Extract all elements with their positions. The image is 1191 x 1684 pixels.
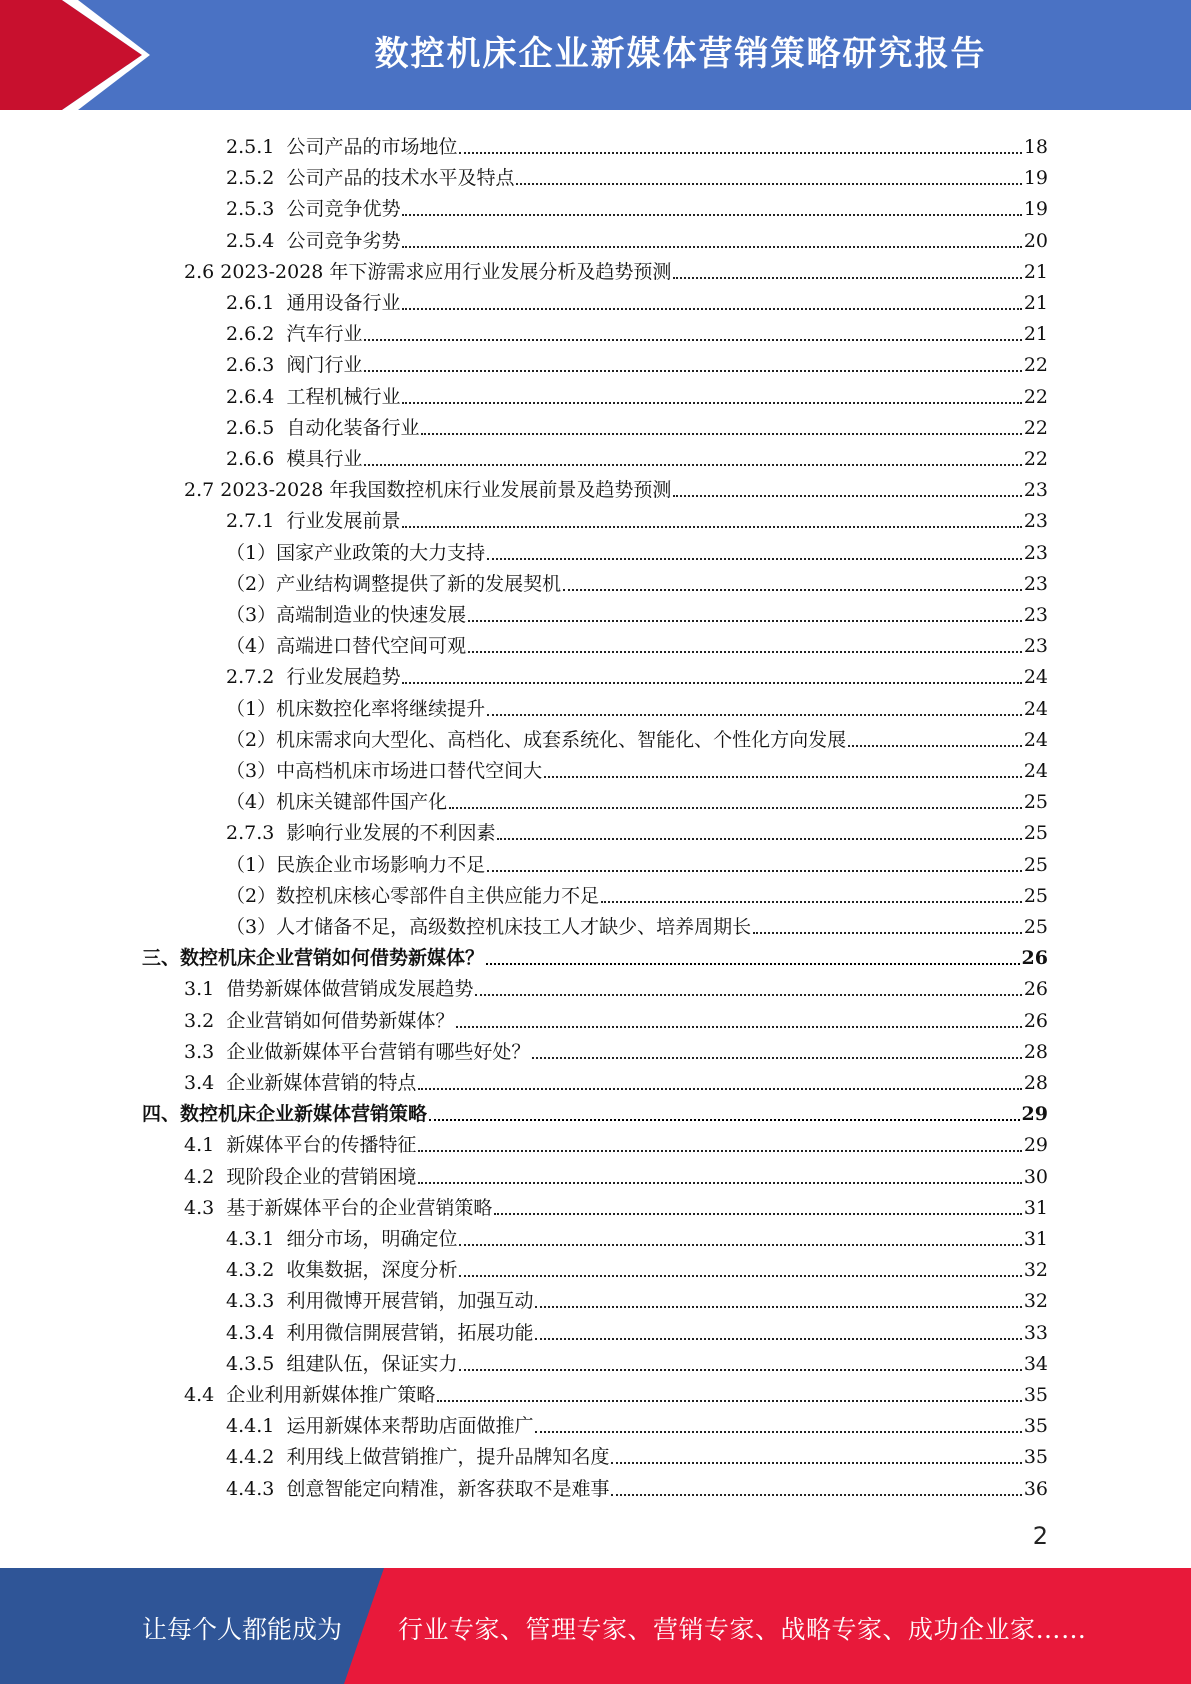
toc-entry[interactable] xyxy=(184,1033,1048,1064)
toc-entry-page: 30 xyxy=(1023,1165,1048,1188)
toc-entry-label xyxy=(226,1445,611,1469)
toc-dot-leader xyxy=(449,807,1022,809)
toc-dot-leader xyxy=(402,682,1021,684)
toc-entry-number: 3.2 xyxy=(184,1009,215,1032)
toc-entry[interactable] xyxy=(226,1345,1048,1376)
toc-entry-text: 行业发展趋势 xyxy=(286,666,401,689)
toc-entry-label xyxy=(226,884,601,908)
toc-entry-label xyxy=(226,1477,611,1501)
toc-entry-text: 机床需求向大型化、高档化、成套系统化、智能化、个性化方向发展 xyxy=(276,728,847,751)
toc-entry-text: 2023-2028 年下游需求应用行业发展分析及趋势预测 xyxy=(220,260,672,283)
toc-dot-leader xyxy=(544,776,1022,778)
toc-entry-page: 34 xyxy=(1023,1352,1048,1375)
toc-entry-label xyxy=(226,665,402,689)
toc-entry-label xyxy=(226,1258,459,1282)
toc-entry-number: 2.6 xyxy=(184,260,215,283)
toc-entry-text: 公司产品的市场地位 xyxy=(286,136,458,158)
toc-entry-label xyxy=(184,478,673,502)
toc-entry[interactable] xyxy=(184,1158,1048,1189)
toc-dot-leader xyxy=(611,1494,1021,1496)
toc-entry-page: 22 xyxy=(1023,354,1048,377)
toc-entry-text: 运用新媒体来帮助店面做推广 xyxy=(286,1415,534,1438)
toc-entry-page: 21 xyxy=(1023,260,1048,283)
toc-entry-number: 2.5.1 xyxy=(226,136,275,158)
toc-entry-page: 23 xyxy=(1023,479,1048,502)
toc-entry-page: 22 xyxy=(1023,385,1048,408)
toc-dot-leader xyxy=(459,1369,1021,1371)
toc-dot-leader xyxy=(364,339,1021,341)
toc-entry[interactable] xyxy=(226,128,1048,159)
toc-entry-page: 32 xyxy=(1023,1259,1048,1282)
toc-dot-leader xyxy=(487,558,1022,560)
page-footer xyxy=(0,1568,1191,1684)
toc-entry-page: 25 xyxy=(1023,853,1048,876)
toc-entry[interactable] xyxy=(226,752,1048,783)
toc-entry-text: 模具行业 xyxy=(286,448,363,470)
toc-entry[interactable] xyxy=(226,1407,1048,1438)
toc-entry-label xyxy=(184,977,475,1001)
toc-entry-number: 四、 xyxy=(142,1103,181,1126)
toc-entry-page: 29 xyxy=(1021,1103,1048,1126)
toc-entry-text: 民族企业市场影响力不足 xyxy=(276,853,486,876)
toc-entry-text: 国家产业政策的大力支持 xyxy=(276,541,486,564)
toc-entry[interactable] xyxy=(226,1470,1048,1501)
toc-entry-text: 数控机床企业新媒体营销策略 xyxy=(180,1103,428,1126)
toc-entry[interactable] xyxy=(184,1376,1048,1407)
page-header xyxy=(0,0,1191,110)
toc-entry[interactable] xyxy=(226,565,1048,596)
toc-entry[interactable] xyxy=(226,502,1048,533)
toc-entry-page: 18 xyxy=(1023,136,1048,158)
toc-dot-leader xyxy=(459,152,1021,154)
toc-entry-label xyxy=(226,853,487,877)
toc-dot-leader xyxy=(753,932,1022,934)
toc-entry-page: 25 xyxy=(1023,822,1048,845)
toc-entry-text: 组建队伍，保证实力 xyxy=(286,1352,458,1375)
toc-entry-page: 22 xyxy=(1023,416,1048,439)
toc-dot-leader xyxy=(402,402,1021,404)
toc-entry-text: 机床关键部件国产化 xyxy=(276,791,448,814)
toc-entry-page: 19 xyxy=(1023,167,1048,190)
toc-entry-page: 35 xyxy=(1023,1384,1048,1406)
toc-entry-label xyxy=(142,946,486,970)
toc-entry-page: 26 xyxy=(1023,1009,1048,1032)
toc-entry-label xyxy=(226,166,516,190)
toc-entry[interactable] xyxy=(226,627,1048,658)
toc-entry-text: 细分市场，明确定位 xyxy=(286,1228,458,1250)
toc-entry[interactable] xyxy=(226,783,1048,814)
toc-entry[interactable] xyxy=(226,378,1048,409)
toc-entry-number: 4.3.3 xyxy=(226,1290,275,1313)
toc-dot-leader xyxy=(459,1244,1021,1246)
toc-entry-number: 4.3.1 xyxy=(226,1228,275,1250)
toc-entry[interactable] xyxy=(226,690,1048,721)
toc-entry-number: 3.1 xyxy=(184,978,215,1001)
toc-entry[interactable] xyxy=(184,970,1048,1001)
toc-entry-number: 4.1 xyxy=(184,1134,215,1157)
toc-entry-label xyxy=(226,385,402,409)
toc-entry-number: （2） xyxy=(226,884,277,907)
toc-entry-page: 24 xyxy=(1023,728,1048,751)
toc-entry-number: 4.3.5 xyxy=(226,1352,275,1375)
toc-entry[interactable] xyxy=(226,721,1048,752)
toc-entry-label xyxy=(226,447,364,471)
toc-entry-label xyxy=(226,572,563,596)
toc-entry-label xyxy=(226,322,364,346)
toc-entry-number: （2） xyxy=(226,728,277,751)
toc-entry-text: 机床数控化率将继续提升 xyxy=(276,697,486,720)
toc-entry-number: 4.2 xyxy=(184,1165,215,1188)
toc-entry[interactable] xyxy=(226,1438,1048,1469)
toc-dot-leader xyxy=(437,1400,1021,1402)
toc-entry-number: 4.3.4 xyxy=(226,1321,275,1344)
toc-entry-page: 28 xyxy=(1023,1040,1048,1063)
toc-entry-label xyxy=(226,1414,535,1438)
toc-entry-number: 2.6.1 xyxy=(226,292,275,314)
toc-entry-text: 阀门行业 xyxy=(286,354,363,377)
toc-entry-label xyxy=(184,260,673,284)
toc-dot-leader xyxy=(418,1150,1021,1152)
toc-entry-number: 2.5.3 xyxy=(226,198,275,221)
toc-entry-page: 35 xyxy=(1023,1446,1048,1469)
toc-entry-label xyxy=(226,790,449,814)
toc-dot-leader xyxy=(487,870,1022,872)
toc-dot-leader xyxy=(848,745,1022,747)
toc-entry-number: （1） xyxy=(226,853,277,876)
toc-entry[interactable] xyxy=(184,1189,1048,1220)
toc-entry-label xyxy=(184,1071,418,1095)
header-chevron-decoration xyxy=(0,0,150,110)
toc-dot-leader xyxy=(673,277,1021,279)
toc-entry[interactable] xyxy=(226,409,1048,440)
toc-dot-leader xyxy=(468,651,1022,653)
footer-slogan-right: 行业专家、管理专家、营销专家、战略专家、成功企业家…… xyxy=(398,1615,1087,1644)
toc-entry-label xyxy=(226,1289,535,1313)
toc-entry-number: （3） xyxy=(226,604,277,626)
toc-entry-number: 2.6.5 xyxy=(226,416,275,439)
toc-entry-page: 35 xyxy=(1023,1415,1048,1438)
toc-entry-text: 利用微博开展营销，加强互动 xyxy=(286,1290,534,1313)
toc-entry-number: 4.4.3 xyxy=(226,1477,275,1500)
toc-entry-page: 36 xyxy=(1023,1477,1048,1500)
toc-dot-leader xyxy=(516,183,1021,185)
toc-entry-number: 三、 xyxy=(142,947,181,970)
toc-entry-page: 20 xyxy=(1023,229,1048,252)
toc-entry-page: 26 xyxy=(1021,947,1048,970)
toc-entry-number: （1） xyxy=(226,541,277,564)
toc-dot-leader xyxy=(421,433,1021,435)
toc-dot-leader xyxy=(535,1431,1021,1433)
toc-entry-number: （3） xyxy=(226,760,277,782)
toc-dot-leader xyxy=(418,1088,1021,1090)
toc-entry-page: 24 xyxy=(1023,760,1048,782)
toc-entry-page: 32 xyxy=(1023,1290,1048,1313)
toc-entry-text: 高端制造业的快速发展 xyxy=(276,604,467,626)
toc-entry-number: （2） xyxy=(226,572,277,595)
toc-entry-label xyxy=(226,541,487,565)
toc-entry[interactable] xyxy=(184,1002,1048,1033)
toc-entry-number: 3.3 xyxy=(184,1040,215,1063)
toc-entry-page: 33 xyxy=(1023,1321,1048,1344)
toc-entry-text: 借势新媒体做营销成发展趋势 xyxy=(226,978,474,1001)
toc-entry-text: 企业做新媒体平台营销有哪些好处？ xyxy=(226,1040,531,1063)
toc-dot-leader xyxy=(535,1338,1021,1340)
toc-entry[interactable] xyxy=(226,190,1048,221)
toc-entry-label xyxy=(226,353,364,377)
toc-entry-page: 25 xyxy=(1023,884,1048,907)
toc-entry-page: 24 xyxy=(1023,697,1048,720)
toc-entry-page: 23 xyxy=(1023,604,1048,626)
toc-entry-page: 23 xyxy=(1023,510,1048,533)
toc-entry[interactable] xyxy=(184,1126,1048,1157)
toc-entry-number: （3） xyxy=(226,916,277,938)
toc-entry-label xyxy=(226,759,544,783)
toc-entry-page: 26 xyxy=(1023,978,1048,1001)
toc-entry-label xyxy=(226,1321,535,1345)
toc-entry-number: 4.4.2 xyxy=(226,1446,275,1469)
toc-entry-number: 3.4 xyxy=(184,1072,215,1094)
toc-dot-leader xyxy=(486,963,1020,965)
toc-dot-leader xyxy=(402,526,1021,528)
toc-entry-text: 中高档机床市场进口替代空间大 xyxy=(276,760,543,782)
toc-entry-text: 利用线上做营销推广，提升品牌知名度 xyxy=(286,1446,610,1469)
toc-entry-label xyxy=(226,135,459,159)
toc-entry-text: 数控机床企业营销如何借势新媒体？ xyxy=(180,947,485,970)
toc-entry-label xyxy=(184,1196,494,1220)
toc-entry-text: 数控机床核心零部件自主供应能力不足 xyxy=(276,884,600,907)
toc-entry-page: 25 xyxy=(1023,916,1048,938)
toc-entry-text: 公司竞争优势 xyxy=(286,198,401,221)
toc-entry-page: 21 xyxy=(1023,323,1048,346)
toc-entry[interactable] xyxy=(226,908,1048,939)
toc-dot-leader xyxy=(497,838,1021,840)
toc-entry-label xyxy=(226,1352,459,1376)
report-title: 数控机床企业新媒体营销策略研究报告 xyxy=(374,34,987,74)
toc-dot-leader xyxy=(429,1119,1020,1121)
toc-entry-text: 工程机械行业 xyxy=(286,385,401,408)
toc-entry-text: 基于新媒体平台的企业营销策略 xyxy=(226,1196,493,1219)
toc-entry[interactable] xyxy=(226,596,1048,627)
toc-entry-text: 企业营销如何借势新媒体？ xyxy=(226,1009,455,1032)
toc-dot-leader xyxy=(532,1057,1021,1059)
toc-entry-number: 2.5.4 xyxy=(226,229,275,252)
toc-entry[interactable] xyxy=(226,1314,1048,1345)
toc-entry[interactable] xyxy=(226,877,1048,908)
toc-entry-label xyxy=(184,1383,437,1407)
toc-entry-label xyxy=(226,697,487,721)
toc-entry[interactable] xyxy=(226,658,1048,689)
toc-dot-leader xyxy=(459,1275,1021,1277)
toc-entry-number: 2.6.4 xyxy=(226,385,275,408)
toc-entry-number: 2.6.2 xyxy=(226,323,275,346)
toc-entry-text: 产业结构调整提供了新的发展契机 xyxy=(276,572,562,595)
toc-entry[interactable] xyxy=(226,159,1048,190)
footer-slogan-left: 让每个人都能成为 xyxy=(142,1615,343,1644)
toc-dot-leader xyxy=(601,901,1022,903)
toc-dot-leader xyxy=(364,370,1021,372)
toc-entry[interactable] xyxy=(142,939,1048,970)
toc-entry-text: 汽车行业 xyxy=(286,323,363,346)
toc-entry-label xyxy=(226,416,421,440)
toc-entry[interactable] xyxy=(226,440,1048,471)
toc-entry-text: 影响行业发展的不利因素 xyxy=(286,822,496,845)
toc-entry-number: 4.4.1 xyxy=(226,1415,275,1438)
toc-dot-leader xyxy=(673,495,1021,497)
toc-entry-text: 公司产品的技术水平及特点 xyxy=(286,167,515,190)
toc-entry-text: 行业发展前景 xyxy=(286,510,401,533)
toc-entry[interactable] xyxy=(184,253,1048,284)
toc-dot-leader xyxy=(402,308,1021,310)
toc-entry-text: 企业新媒体营销的特点 xyxy=(226,1072,417,1094)
toc-entry-number: 4.3.2 xyxy=(226,1259,275,1282)
page-number: 2 xyxy=(1032,1522,1048,1550)
toc-entry-label xyxy=(184,1165,418,1189)
toc-entry-page: 22 xyxy=(1023,448,1048,470)
toc-entry-page: 29 xyxy=(1023,1134,1048,1157)
toc-dot-leader xyxy=(364,464,1021,466)
toc-entry-page: 23 xyxy=(1023,572,1048,595)
toc-entry-label xyxy=(226,229,402,253)
toc-entry[interactable] xyxy=(226,1282,1048,1313)
toc-entry[interactable] xyxy=(226,222,1048,253)
toc-entry-label xyxy=(226,1227,459,1251)
toc-entry-label xyxy=(226,634,468,658)
toc-entry-page: 31 xyxy=(1023,1196,1048,1219)
toc-dot-leader xyxy=(487,714,1022,716)
toc-entry-label xyxy=(142,1102,429,1126)
toc-entry-number: 2.7.2 xyxy=(226,666,275,689)
toc-entry-number: 2.7.1 xyxy=(226,510,275,533)
toc-entry[interactable] xyxy=(226,346,1048,377)
toc-entry-page: 23 xyxy=(1023,635,1048,658)
toc-entry[interactable] xyxy=(226,1220,1048,1251)
toc-entry-text: 现阶段企业的营销困境 xyxy=(226,1165,417,1188)
toc-entry-number: 2.7.3 xyxy=(226,822,275,845)
toc-entry[interactable] xyxy=(142,1095,1048,1126)
toc-entry-text: 通用设备行业 xyxy=(286,292,401,314)
toc-entry-page: 19 xyxy=(1023,198,1048,221)
toc-entry-text: 自动化装备行业 xyxy=(286,416,420,439)
toc-entry-label xyxy=(184,1133,418,1157)
toc-entry-label xyxy=(226,728,848,752)
toc-dot-leader xyxy=(494,1213,1021,1215)
toc-entry-label xyxy=(226,509,402,533)
toc-entry-label xyxy=(226,915,753,939)
toc-entry-page: 28 xyxy=(1023,1072,1048,1094)
toc-entry-number: （4） xyxy=(226,791,277,814)
toc-entry-text: 收集数据，深度分析 xyxy=(286,1259,458,1282)
toc-entry-label xyxy=(226,603,468,627)
toc-dot-leader xyxy=(611,1462,1021,1464)
toc-dot-leader xyxy=(418,1182,1021,1184)
toc-entry-page: 23 xyxy=(1023,541,1048,564)
toc-entry-page: 31 xyxy=(1023,1228,1048,1250)
toc-dot-leader xyxy=(456,1026,1021,1028)
toc-entry-number: （4） xyxy=(226,635,277,658)
toc-entry-number: （1） xyxy=(226,697,277,720)
toc-entry-label xyxy=(226,197,402,221)
toc-entry-label xyxy=(184,1009,456,1033)
toc-entry-number: 4.4 xyxy=(184,1384,215,1406)
toc-dot-leader xyxy=(402,246,1021,248)
toc-entry-number: 2.5.2 xyxy=(226,167,275,190)
toc-entry[interactable] xyxy=(184,1064,1048,1095)
toc-entry-page: 25 xyxy=(1023,791,1048,814)
toc-entry[interactable] xyxy=(226,814,1048,845)
toc-entry-text: 2023-2028 年我国数控机床行业发展前景及趋势预测 xyxy=(220,479,672,502)
toc-entry[interactable] xyxy=(184,471,1048,502)
toc-entry-number: 2.6.6 xyxy=(226,448,275,470)
toc-entry-text: 人才储备不足，高级数控机床技工人才缺少、培养周期长 xyxy=(276,916,752,938)
toc-entry-text: 创意智能定向精准，新客获取不是难事 xyxy=(286,1477,610,1500)
toc-entry[interactable] xyxy=(226,284,1048,315)
toc-dot-leader xyxy=(468,620,1022,622)
toc-entry-text: 新媒体平台的传播特征 xyxy=(226,1134,417,1157)
toc-entry-page: 24 xyxy=(1023,666,1048,689)
toc-entry-number: 2.6.3 xyxy=(226,354,275,377)
toc-dot-leader xyxy=(535,1306,1021,1308)
toc-entry-label xyxy=(226,821,497,845)
toc-entry-text: 公司竞争劣势 xyxy=(286,229,401,252)
toc-entry-text: 企业利用新媒体推广策略 xyxy=(226,1384,436,1406)
toc-entry-text: 高端进口替代空间可观 xyxy=(276,635,467,658)
toc-entry[interactable] xyxy=(226,315,1048,346)
toc-entry-label xyxy=(184,1040,532,1064)
toc-dot-leader xyxy=(475,994,1021,996)
toc-entry[interactable] xyxy=(226,846,1048,877)
toc-entry[interactable] xyxy=(226,1251,1048,1282)
toc-entry-label xyxy=(226,291,402,315)
toc-dot-leader xyxy=(563,589,1022,591)
toc-entry-text: 利用微信開展营销，拓展功能 xyxy=(286,1321,534,1344)
toc-entry[interactable] xyxy=(226,534,1048,565)
toc-dot-leader xyxy=(402,214,1021,216)
toc-entry-page: 21 xyxy=(1023,292,1048,314)
toc-entry-number: 4.3 xyxy=(184,1196,215,1219)
toc-entry-number: 2.7 xyxy=(184,479,215,502)
